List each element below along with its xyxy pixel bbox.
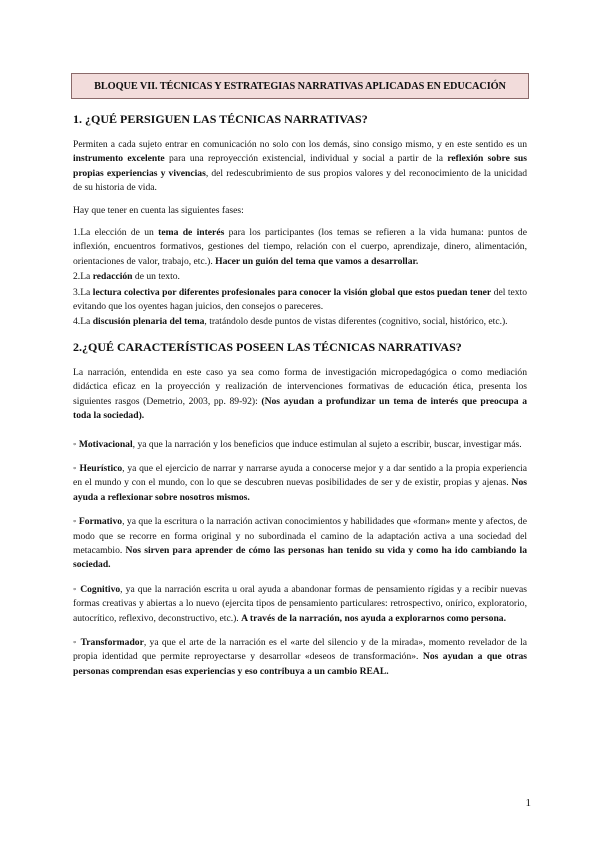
section1-heading: 1. ¿QUÉ PERSIGUEN LAS TÉCNICAS NARRATIVAS? bbox=[73, 112, 368, 126]
text-run: , ya que la narración y los beneficios que induce estimulan al sujeto a escribir, buscar, investigar más. bbox=[132, 438, 522, 450]
section1-intro-paragraph bbox=[73, 138, 527, 196]
text-run: La narración, entendida en este caso ya sea como forma de investigación micropedagógica o como mediación didáctica eficaz en la proyección y realización de intervenciones formativas de educación ética, presenta los siguientes rasgos (Demetrio, 2003, pp. 89-92): bbox=[73, 366, 527, 407]
text-run: Permiten a cada sujeto entrar en comunicación no solo con los demás, sino consigo mismo, y en este sentido es un bbox=[73, 139, 527, 150]
feature-name: Cognitivo bbox=[80, 583, 121, 595]
bold-run: tema de interés bbox=[158, 227, 225, 239]
feature-name: Transformador bbox=[80, 636, 144, 648]
document-body bbox=[73, 112, 527, 689]
bold-run: Nos ayuda a reflexionar sobre nosotros mismos. bbox=[73, 477, 527, 503]
bold-run: Nos sirven para aprender de cómo las personas han tenido su vida y como ha ido cambiando la sociedad. bbox=[73, 544, 527, 571]
bullet-icon: ◦ bbox=[73, 438, 77, 450]
text-run: , tratándolo desde puntos de vistas diferentes (cognitivo, social, histórico, etc.). bbox=[204, 316, 508, 328]
text-run: 2.La bbox=[73, 271, 93, 283]
text-run: para los participantes (los temas se refieren a la vida humana: puntos de inflexión, encuentros formativos, gestiones del tiempo, relación con el cuerpo, aprendizaje, dinero, alimentación, orientaciones de valor, trabajo, etc.). bbox=[73, 227, 527, 267]
bold-run: reflexión sobre sus propias experiencias y vivencias bbox=[73, 153, 527, 179]
feature-name: Motivacional bbox=[78, 438, 133, 450]
bold-run: (Nos ayudan a profundizar un tema de interés que preocupa a toda la sociedad). bbox=[73, 395, 527, 422]
bold-run: lectura colectiva por diferentes profesionales para conocer la visión global que estos puedan tener bbox=[92, 286, 492, 298]
text-run: 1.La elección de un bbox=[73, 227, 159, 239]
feature-transformador bbox=[73, 636, 527, 679]
feature-name: Heurístico bbox=[79, 462, 123, 474]
phase-2 bbox=[73, 270, 527, 284]
text-run: , ya que el ejercicio de narrar y narrarse ayuda a conocerse mejor y a dar sentido a la propia experiencia en el mundo y con el mundo, con lo que se descubren nuevas posibilidades de ser y de existir, propias y ajenas. bbox=[73, 462, 527, 489]
bullet-icon: ◦ bbox=[73, 636, 78, 648]
feature-heuristico bbox=[73, 462, 527, 505]
bullet-icon: ◦ bbox=[73, 583, 78, 595]
phase-3 bbox=[73, 286, 527, 315]
feature-motivacional bbox=[73, 438, 527, 452]
feature-cognitivo bbox=[73, 583, 527, 626]
phase-1 bbox=[73, 226, 527, 269]
text-run: , del redescubrimiento de sus propios valores y del reconocimiento de la unicidad de su historia de vida. bbox=[73, 167, 527, 194]
bold-run: A través de la narración, nos ayuda a explorarnos como persona. bbox=[241, 612, 506, 624]
feature-formativo bbox=[73, 515, 527, 573]
block-title bbox=[71, 73, 529, 99]
phase-4 bbox=[73, 315, 527, 329]
bullet-icon: ◦ bbox=[73, 462, 77, 474]
text-run: para una reproyección existencial, individual y social a partir de la bbox=[164, 153, 448, 165]
block-title-text: BLOQUE VII. TÉCNICAS Y ESTRATEGIAS NARRATIVAS APLICADAS EN EDUCACIÓN bbox=[94, 80, 506, 92]
feature-name: Formativo bbox=[78, 516, 123, 528]
text-run: , ya que el arte de la narración es el «arte del silencio y de la mirada», momento revelador de la propia identidad que permite reproyectarse y desarrollar «deseos de transformación». bbox=[73, 636, 528, 663]
section2-heading: 2.¿QUÉ CARACTERÍSTICAS POSEEN LAS TÉCNICAS NARRATIVAS? bbox=[73, 339, 462, 354]
phases-intro: Hay que tener en cuenta las siguientes fases: bbox=[73, 204, 244, 216]
bold-run: Nos ayudan a que otras personas comprendan esas experiencias y eso contribuya a un cambio REAL. bbox=[73, 651, 527, 677]
bold-run: redacción bbox=[92, 271, 133, 283]
text-run: de un texto. bbox=[132, 271, 180, 283]
text-run: del texto evitando que los oyentes hagan juicios, den consejos o pareceres. bbox=[73, 286, 528, 313]
text-run: 4.La bbox=[73, 316, 93, 328]
section2-intro-paragraph bbox=[73, 366, 527, 424]
page-number: 1 bbox=[525, 797, 531, 809]
text-run: , ya que la escritura o la narración activan conocimientos y habilidades que «forman» mente y afectos, de modo que se recorre en forma original y no subordinada el camino de la adaptación activa a una sociedad del metacambio. bbox=[73, 516, 527, 556]
bold-run: instrumento excelente bbox=[73, 153, 165, 165]
bold-run: Hacer un guión del tema que vamos a desarrollar. bbox=[215, 255, 419, 267]
text-run: , ya que la narración escrita u oral ayuda a abandonar formas de pensamiento rígidas y a recibir nuevas formas creativas y abiertas a lo nuevo (ejercita tipos de pensamiento particulares: retrospectivo, onírico, exploratorio, autocrítico, reflexivo, deconstructivo, etc.). bbox=[73, 583, 528, 624]
bullet-icon: ◦ bbox=[73, 516, 77, 528]
text-run: 3.La bbox=[73, 286, 93, 298]
bold-run: discusión plenaria del tema bbox=[92, 316, 205, 328]
